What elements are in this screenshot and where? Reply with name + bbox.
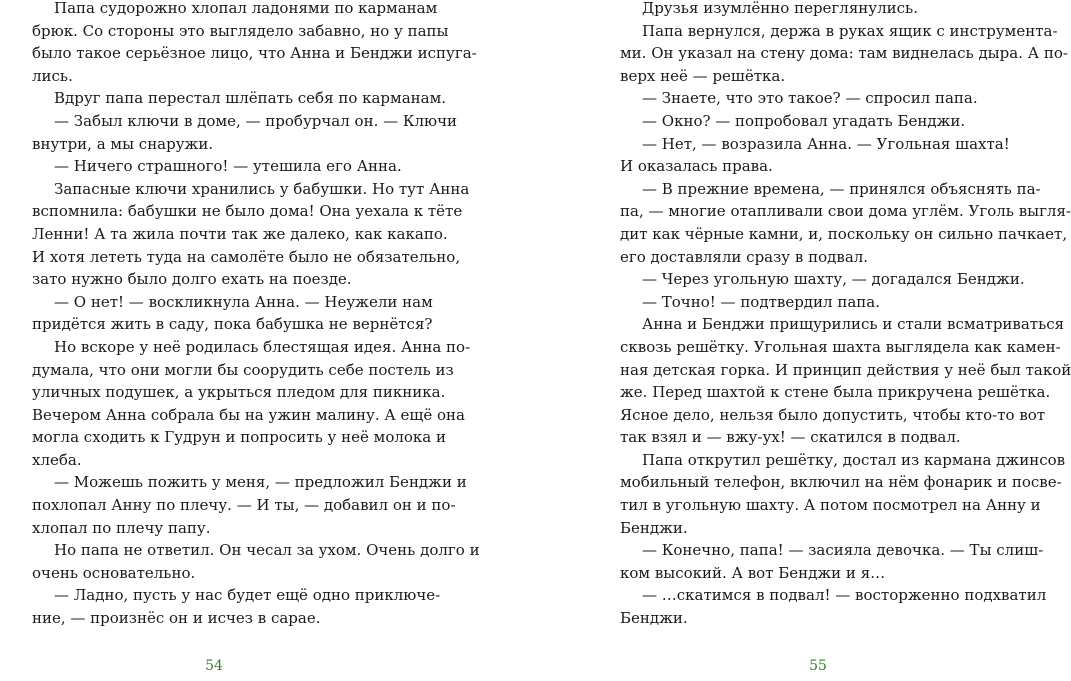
left-page [0, 0, 511, 681]
text-line: дит как чёрные камни, и, поскольку он сильно пачкает, [620, 224, 1068, 243]
text-line: И хотя лететь туда на самолёте было не обязательно, [32, 247, 461, 266]
text-line: могла сходить к Гудрун и попросить у неё молока и [32, 428, 446, 447]
text-line: — Знаете, что это такое? — спросил папа. [642, 89, 978, 108]
text-line: ние, — произнёс он и исчез в сарае. [32, 609, 321, 628]
text-line: же. Перед шахтой к стене была прикручена решётка. [620, 383, 1051, 402]
text-line: мобильный телефон, включил на нём фонарик и посве- [620, 473, 1062, 492]
text-line: Запасные ключи хранились у бабушки. Но тут Анна [54, 179, 470, 198]
text-line: — Точно! — подтвердил папа. [642, 292, 880, 311]
right-page-number: 55 [809, 658, 827, 674]
text-line: Но вскоре у неё родилась блестящая идея. Анна по- [54, 337, 471, 356]
text-line: придётся жить в саду, пока бабушка не вернётся? [32, 315, 433, 334]
text-line: брюк. Со стороны это выглядело забавно, но у папы [32, 21, 449, 40]
text-line: — Окно? — попробовал угадать Бенджи. [642, 111, 966, 130]
right-page-text [620, 0, 1071, 630]
text-line: верх неё — решётка. [620, 66, 786, 85]
text-line: па, — многие отапливали свои дома углём. Уголь выгля- [620, 202, 1071, 221]
text-line: так взял и — вжу-ух! — скатился в подвал. [620, 428, 961, 447]
left-page-number: 54 [205, 658, 223, 674]
text-line: — …скатимся в подвал! — восторженно подхватил [642, 586, 1047, 605]
text-line: — Ничего страшного! — утешила его Анна. [54, 157, 402, 176]
left-page-text [32, 0, 480, 630]
text-line: уличных подушек, а укрыться пледом для пикника. [32, 383, 446, 402]
text-line: Друзья изумлённо переглянулись. [642, 0, 918, 17]
text-line: Папа судорожно хлопал ладонями по карманам [54, 0, 438, 17]
text-line: Но папа не ответил. Он чесал за ухом. Очень долго и [54, 541, 480, 560]
text-line: И оказалась права. [620, 157, 773, 176]
text-line: его доставляли сразу в подвал. [620, 247, 869, 266]
text-line: — Можешь пожить у меня, — предложил Бенджи и [54, 473, 467, 492]
text-line: Ленни! А та жила почти так же далеко, как какапо. [32, 224, 448, 243]
text-line: очень основательно. [32, 563, 196, 582]
text-line: Анна и Бенджи прищурились и стали всматриваться [642, 315, 1065, 334]
text-line: Папа вернулся, держа в руках ящик с инструмента- [642, 21, 1058, 40]
text-line: Вдруг папа перестал шлёпать себя по карманам. [54, 89, 447, 108]
text-line: хлеба. [32, 450, 82, 469]
right-page [512, 0, 1071, 681]
text-line: ком высокий. А вот Бенджи и я… [620, 563, 886, 582]
text-line: ми. Он указал на стену дома: там виднелась дыра. А по- [620, 44, 1068, 63]
text-line: зато нужно было долго ехать на поезде. [32, 270, 352, 289]
text-line: — Конечно, папа! — засияла девочка. — Ты слиш- [642, 541, 1044, 560]
text-line: вспомнила: бабушки не было дома! Она уехала к тёте [32, 202, 463, 221]
text-line: было такое серьёзное лицо, что Анна и Бенджи испуга- [32, 44, 477, 63]
text-line: Папа открутил решётку, достал из кармана джинсов [642, 450, 1066, 469]
text-line: похлопал Анну по плечу. — И ты, — добавил он и по- [32, 496, 456, 515]
text-line: — Через угольную шахту, — догадался Бенджи. [642, 270, 1025, 289]
text-line: ная детская горка. И принцип действия у неё был такой [620, 360, 1071, 379]
text-line: думала, что они могли бы соорудить себе постель из [32, 360, 454, 379]
text-line: Бенджи. [620, 518, 688, 537]
text-line: Вечером Анна собрала бы на ужин малину. А ещё она [32, 405, 465, 424]
text-line: Ясное дело, нельзя было допустить, чтобы кто-то вот [620, 405, 1046, 424]
text-line: — Ладно, пусть у нас будет ещё одно приключе- [54, 586, 441, 605]
text-line: тил в угольную шахту. А потом посмотрел на Анну и [620, 496, 1041, 515]
text-line: сквозь решётку. Угольная шахта выглядела как камен- [620, 337, 1061, 356]
text-line: — Забыл ключи в доме, — пробурчал он. — Ключи [54, 111, 457, 130]
text-line: — В прежние времена, — принялся объяснять па- [642, 179, 1041, 198]
text-line: внутри, а мы снаружи. [32, 134, 214, 153]
text-line: лись. [32, 66, 73, 85]
text-line: — Нет, — возразила Анна. — Угольная шахта! [642, 134, 1010, 153]
text-line: Бенджи. [620, 609, 688, 628]
text-line: — О нет! — воскликнула Анна. — Неужели нам [54, 292, 433, 311]
text-line: хлопал по плечу папу. [32, 518, 211, 537]
